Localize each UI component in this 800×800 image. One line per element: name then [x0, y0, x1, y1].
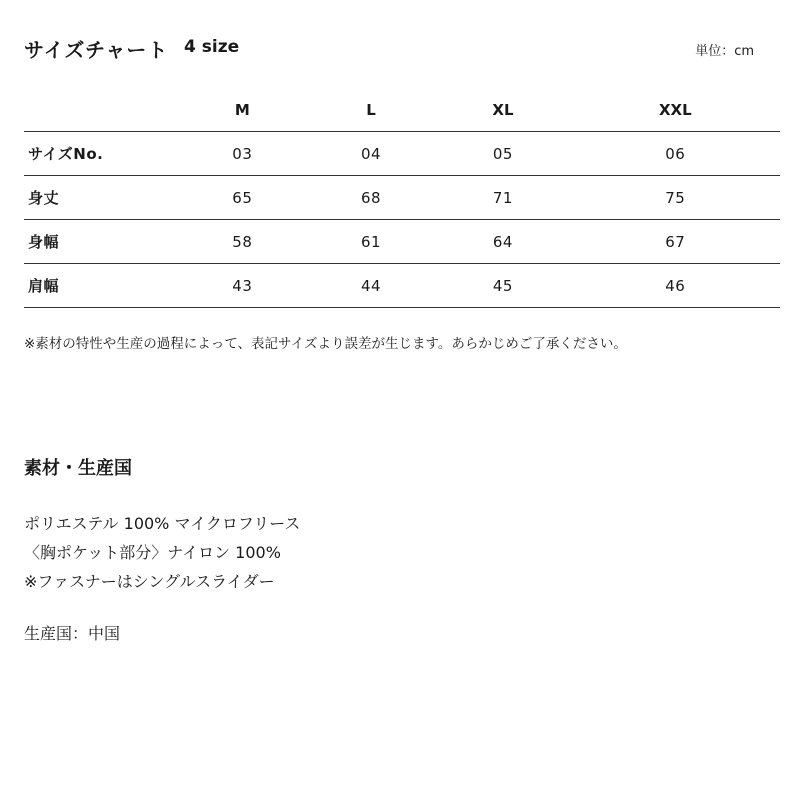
- size-chart-header: [24, 34, 780, 64]
- table-row: [24, 132, 780, 176]
- row-label: 身丈: [24, 176, 178, 220]
- table-cell: 64: [435, 220, 570, 264]
- table-cell: 67: [571, 220, 780, 264]
- table-cell: 65: [178, 176, 307, 220]
- table-cell: 71: [435, 176, 570, 220]
- size-table: [24, 88, 780, 308]
- table-corner-cell: [24, 88, 178, 132]
- table-row: [24, 176, 780, 220]
- table-cell: 45: [435, 264, 570, 308]
- materials-list: [24, 509, 300, 596]
- size-note: ※素材の特性や生産の過程によって、表記サイズより誤差が生じます。あらかじめご了承ください。: [24, 336, 627, 352]
- table-cell: 06: [571, 132, 780, 176]
- column-header: XXL: [571, 88, 780, 132]
- table-cell: 68: [307, 176, 436, 220]
- unit-label: 単位：cm: [695, 44, 754, 59]
- table-cell: 04: [307, 132, 436, 176]
- row-label: 肩幅: [24, 264, 178, 308]
- table-row: [24, 220, 780, 264]
- column-header: XL: [435, 88, 570, 132]
- table-header-row: [24, 88, 780, 132]
- table-cell: 61: [307, 220, 436, 264]
- table-cell: 44: [307, 264, 436, 308]
- table-cell: 46: [571, 264, 780, 308]
- row-label: サイズNo.: [24, 132, 178, 176]
- table-cell: 03: [178, 132, 307, 176]
- table-row: [24, 264, 780, 308]
- material-line: 〈胸ポケット部分〉ナイロン 100%: [24, 543, 281, 562]
- materials-heading: 素材・生産国: [24, 458, 132, 479]
- material-line: ポリエステル 100% マイクロフリース: [24, 514, 301, 533]
- size-count: 4 size: [184, 37, 240, 57]
- country-of-origin: 生産国：中国: [24, 624, 121, 643]
- column-header: L: [307, 88, 436, 132]
- table-cell: 58: [178, 220, 307, 264]
- column-header: M: [178, 88, 307, 132]
- table-cell: 75: [571, 176, 780, 220]
- row-label: 身幅: [24, 220, 178, 264]
- page-title: サイズチャート: [24, 38, 169, 62]
- material-line: ※ファスナーはシングルスライダー: [24, 572, 275, 591]
- table-cell: 43: [178, 264, 307, 308]
- table-cell: 05: [435, 132, 570, 176]
